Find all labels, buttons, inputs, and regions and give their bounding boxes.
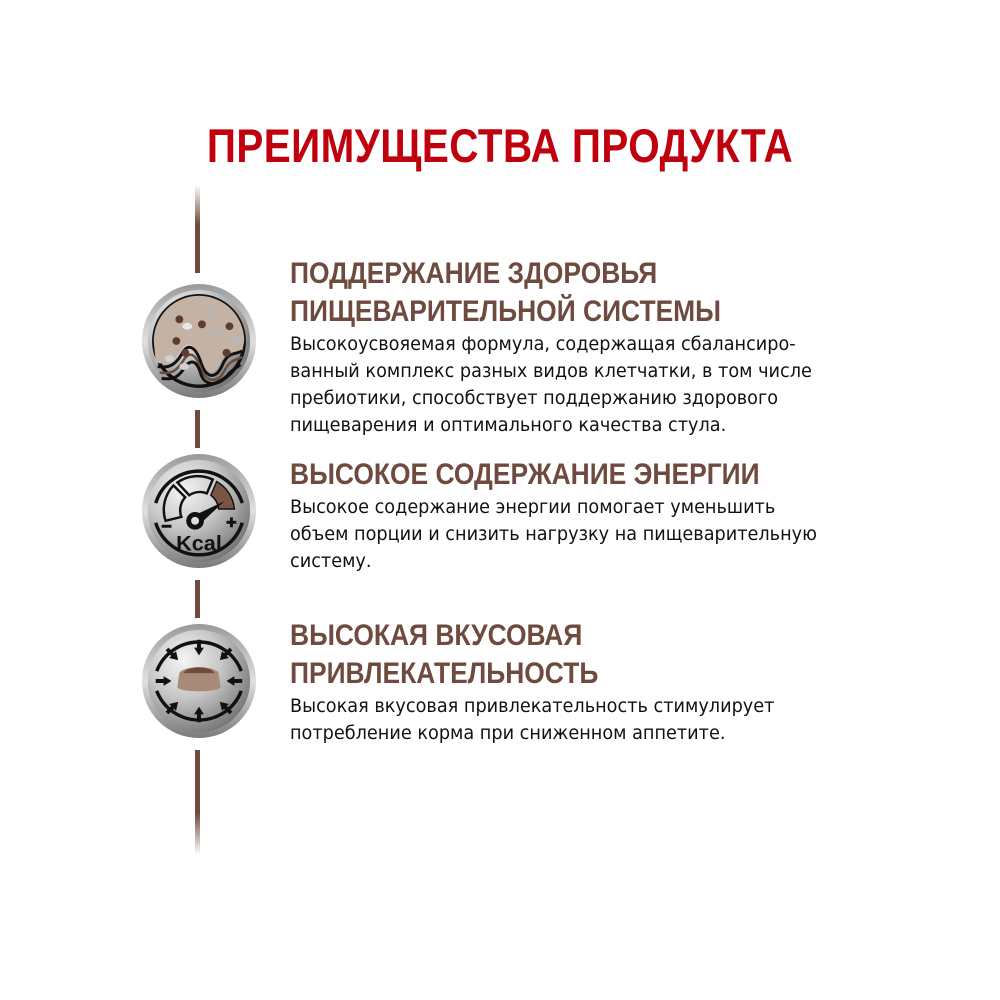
description-line: потребление корма при сниженном аппетите. — [290, 722, 726, 744]
section-title-line: ВЫСОКАЯ ВКУСОВАЯ — [290, 619, 583, 652]
description-line: Высокая вкусовая привлекательность стимулирует — [290, 695, 775, 717]
section-title — [290, 617, 836, 693]
kcal-label: Kcal — [176, 530, 222, 556]
section-description — [290, 693, 867, 747]
section-title-line: ВЫСОКОЕ СОДЕРЖАНИЕ ЭНЕРГИИ — [290, 458, 760, 491]
description-line: ванный комплекс разных видов клетчатки, в том числе — [290, 360, 812, 382]
section-description — [290, 331, 867, 439]
section-title-line: ПОДДЕРЖАНИЕ ЗДОРОВЬЯ — [290, 257, 658, 290]
digestive-health-icon — [140, 282, 258, 400]
benefit-digestive-health — [290, 255, 910, 439]
description-line: объем порции и снизить нагрузку на пищеварительную — [290, 523, 817, 545]
description-line: Высокое содержание энергии помогает уменьшить — [290, 496, 776, 518]
benefit-high-palatability — [290, 617, 910, 747]
palatability-bowl-icon — [140, 622, 258, 740]
description-line: систему. — [290, 550, 372, 572]
timeline-line-segment — [195, 580, 200, 618]
section-description — [290, 494, 867, 575]
benefit-high-energy — [290, 456, 910, 575]
section-title — [290, 255, 836, 331]
section-title-line: ПРИВЛЕКАТЕЛЬНОСТЬ — [290, 657, 599, 690]
description-line: пищеварения и оптимального качества стула. — [290, 414, 727, 436]
description-line: пребиотики, способствует поддержанию здорового — [290, 387, 779, 409]
timeline-line-top — [195, 185, 200, 273]
timeline-line-segment — [195, 410, 200, 448]
section-title-line: ПИЩЕВАРИТЕЛЬНОЙ СИСТЕМЫ — [290, 295, 722, 328]
description-line: Высокоусвояемая формула, содержащая сбалансиро- — [290, 333, 796, 355]
timeline-line-bottom — [195, 750, 200, 855]
kcal-gauge-icon — [140, 452, 258, 570]
section-title — [290, 456, 836, 494]
page-title: ПРЕИМУЩЕСТВА ПРОДУКТА — [206, 119, 794, 172]
